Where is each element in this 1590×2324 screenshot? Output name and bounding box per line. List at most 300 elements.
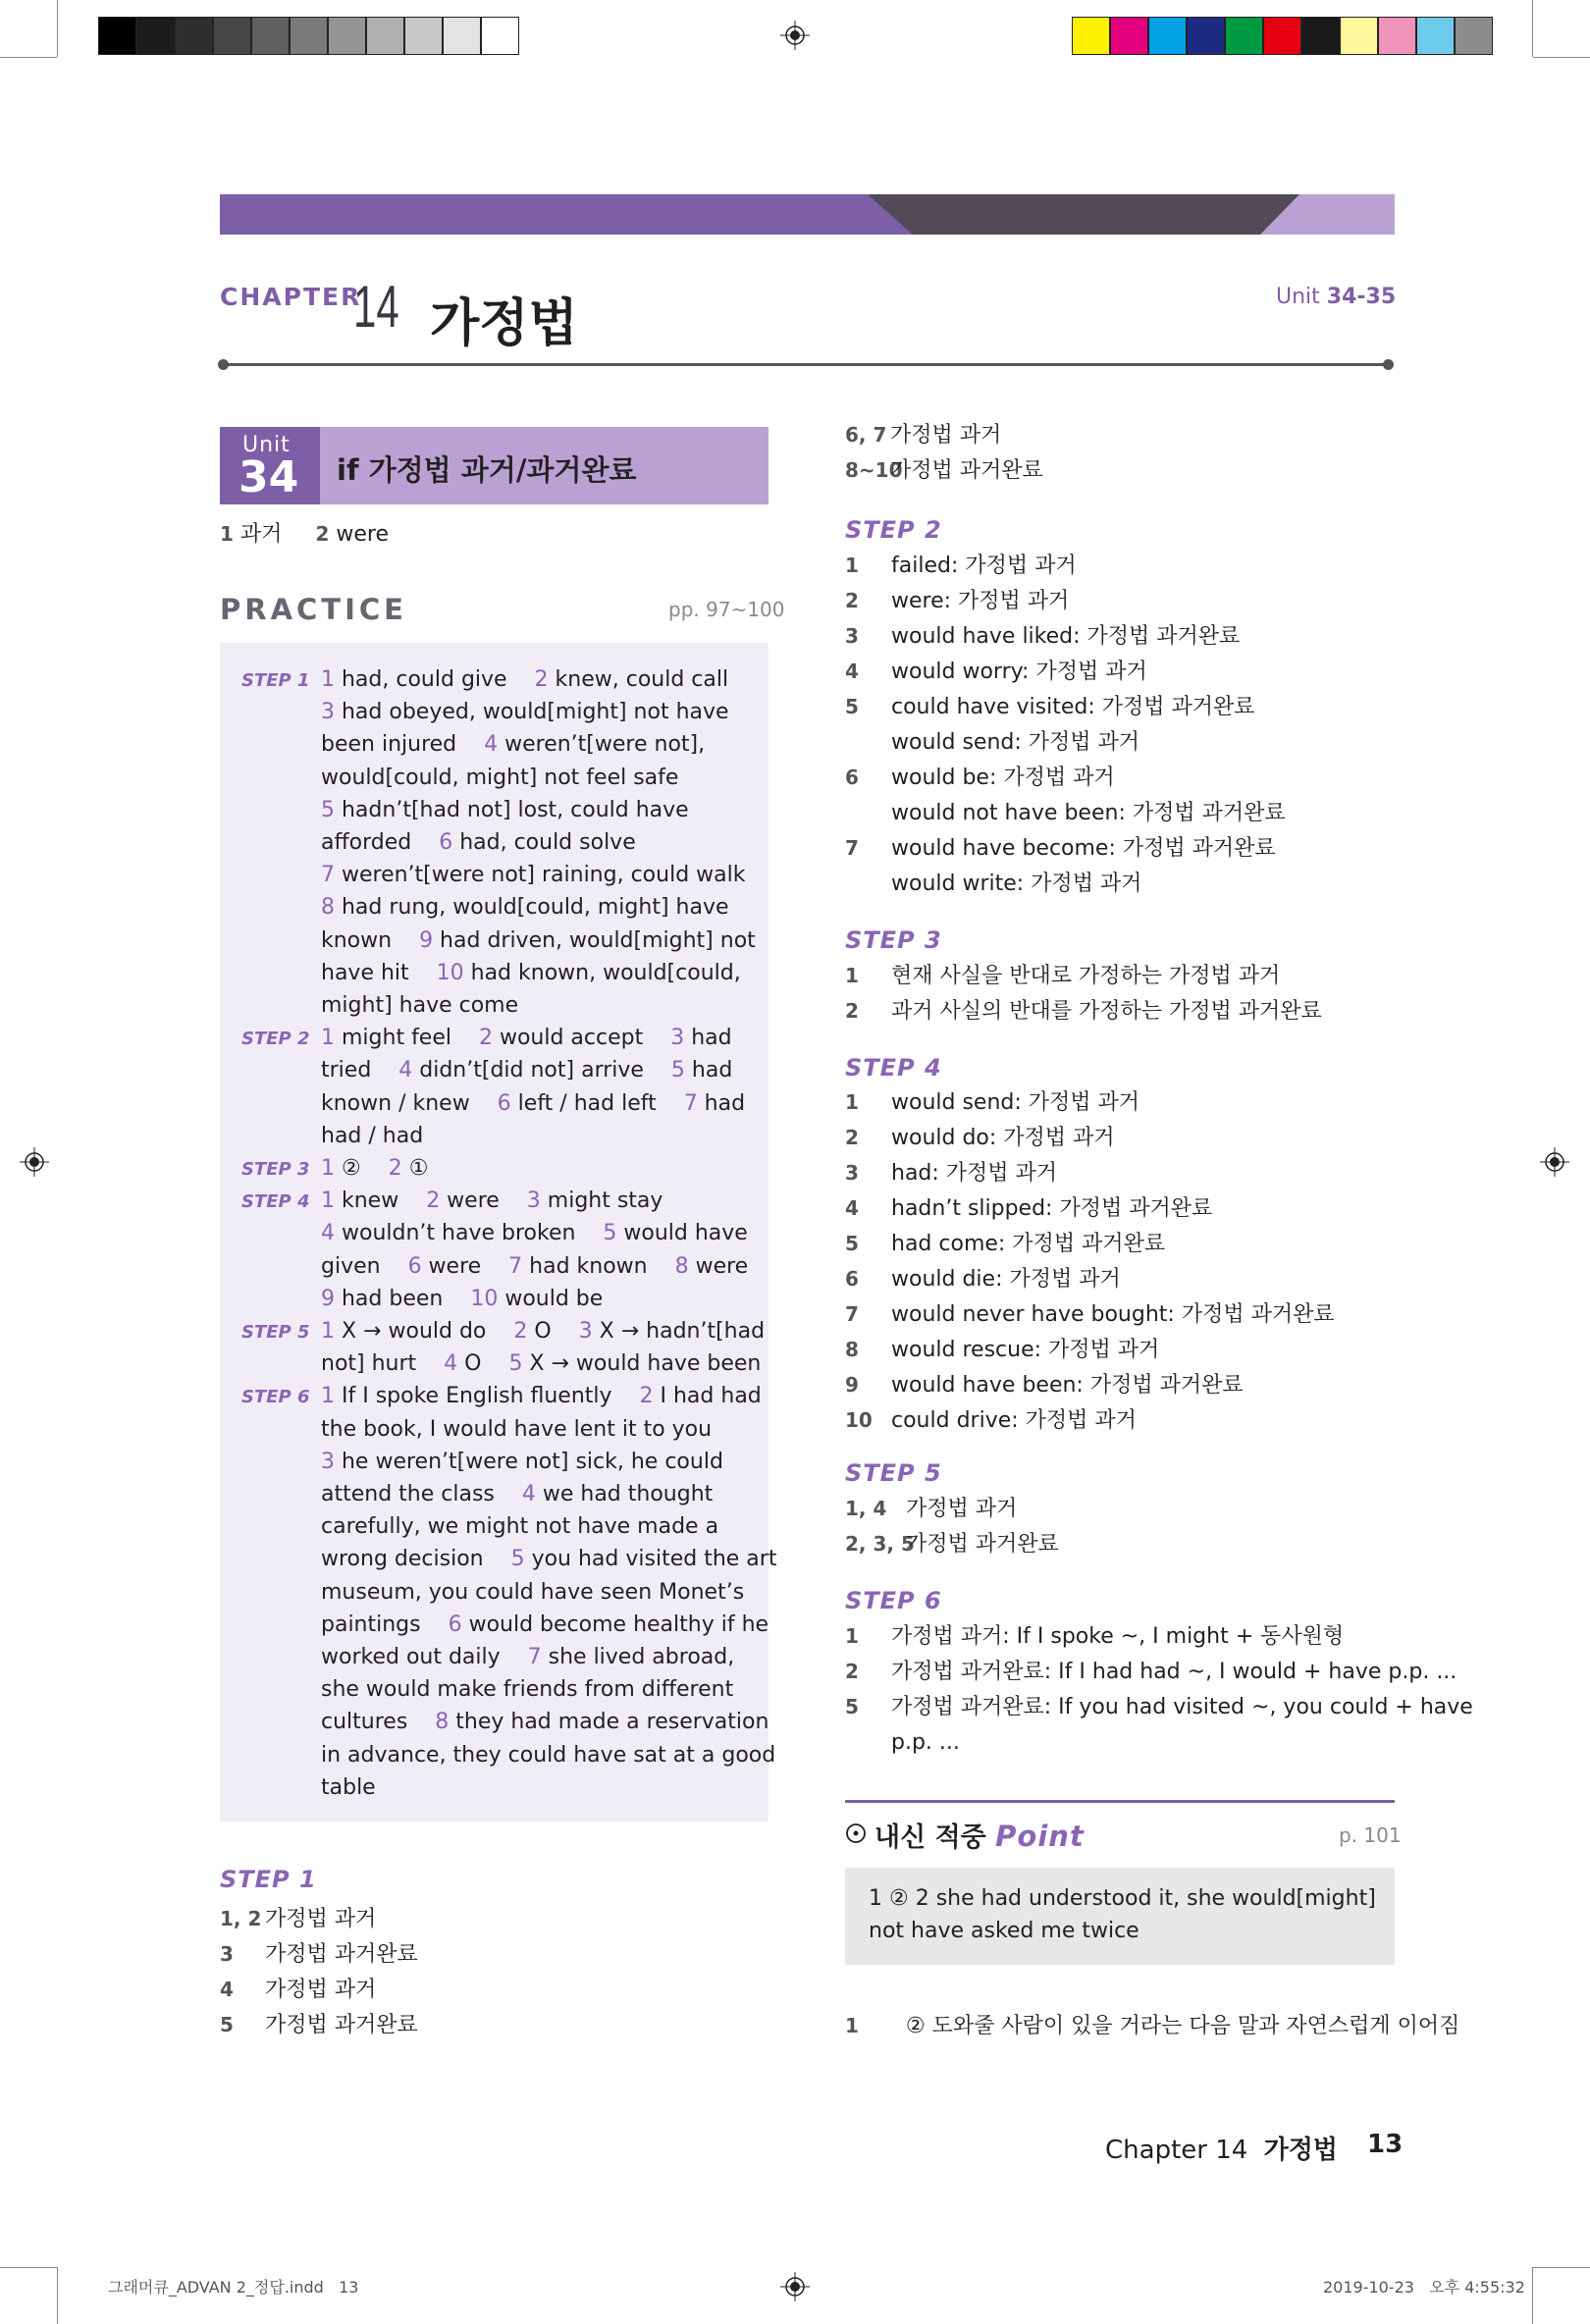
right-step4-item — [845, 1122, 1115, 1154]
answer-line — [321, 1120, 423, 1152]
answer-line — [321, 1152, 428, 1185]
point-note-num: 1 — [845, 2014, 859, 2037]
right-step2-item-text: would have liked: 가정법 과거완료 — [891, 624, 1241, 649]
right-step2-item-text: would send: 가정법 과거 — [891, 730, 1140, 755]
answer-line — [321, 1217, 748, 1249]
answer-line — [321, 1347, 761, 1380]
answer-item-text: he weren’t[were not] sick, he could — [335, 1449, 723, 1474]
right-step2-item-num: 3 — [845, 624, 859, 648]
right-step6-item — [845, 1726, 960, 1759]
right-step6-item-text: p.p. ... — [891, 1730, 960, 1755]
right-step5-title: STEP 5 — [845, 1459, 942, 1487]
answer-item-text: weren’t[were not], — [498, 732, 706, 758]
right-step3-item-text: 과거 사실의 반대를 가정하는 가정법 과거완료 — [891, 999, 1322, 1024]
answer-item-text: X → hadn’t[had — [592, 1319, 766, 1344]
intro-answer-1: 과거 — [239, 522, 283, 547]
gray-swatch — [98, 17, 136, 55]
answer-line — [321, 1087, 745, 1120]
point-title-en: Point — [995, 1820, 1085, 1853]
left-step1-item-text: 가정법 과거완료 — [265, 1942, 418, 1967]
chapter-number: 14 — [353, 274, 399, 340]
right-step2-item — [845, 585, 1069, 617]
rule-dot-left — [218, 359, 229, 370]
intro-answer-2: were — [336, 522, 389, 547]
right-step2-item-text: would not have been: 가정법 과거완료 — [891, 801, 1286, 825]
chapter-label: CHAPTER — [220, 283, 362, 311]
practice-pages: pp. 97~100 — [668, 598, 785, 621]
gray-swatch — [290, 17, 328, 55]
answer-line — [321, 1641, 734, 1673]
answer-item-text: left / had left — [510, 1090, 684, 1116]
answer-item-number: 2 — [534, 667, 549, 692]
gray-swatch — [251, 17, 290, 55]
process-swatch — [1148, 17, 1187, 55]
gray-swatch — [213, 17, 251, 55]
answer-item-text: didn’t[did not] arrive — [412, 1058, 671, 1083]
right-step3-item-num: 1 — [845, 964, 859, 987]
right-step2-item — [845, 620, 1240, 653]
process-swatch — [1225, 17, 1263, 55]
answer-item-text: the book, I would have lent it to you — [321, 1416, 713, 1442]
process-swatch — [1340, 17, 1378, 55]
right-step4-item — [845, 1298, 1335, 1331]
answer-line — [321, 1543, 776, 1575]
right-step2-item-text: failed: 가정법 과거 — [891, 554, 1077, 578]
crop-mark — [1533, 2267, 1590, 2268]
right-top-item-num: 8~10 — [845, 458, 903, 482]
right-step2-item — [845, 832, 1276, 865]
left-step1-title: STEP 1 — [220, 1866, 317, 1893]
right-step4-item-num: 4 — [845, 1196, 859, 1220]
process-swatch — [1263, 17, 1301, 55]
practice-title: PRACTICE — [220, 593, 407, 626]
right-step2-item-text: would worry: 가정법 과거 — [891, 660, 1147, 684]
answer-line — [321, 728, 705, 761]
right-step5-item-text: 가정법 과거 — [906, 1497, 1018, 1521]
point-answer-line1: 1 ② 2 she had understood it, she would[might] — [869, 1886, 1376, 1911]
answer-item-number: 10 — [436, 960, 464, 985]
answer-line — [321, 924, 756, 957]
answer-item-number: 7 — [527, 1645, 542, 1669]
intro-num-1: 1 — [220, 522, 234, 546]
answer-line — [321, 794, 689, 826]
crop-mark — [57, 0, 58, 57]
answer-item-text: you had visited the art — [524, 1547, 777, 1572]
answer-item-text: X → would have been — [522, 1351, 762, 1377]
answer-item-text: weren’t[were not] raining, could walk — [335, 863, 746, 888]
process-swatch — [1072, 17, 1110, 55]
right-step6-item-text: 가정법 과거: If I spoke ~, I might + 동사원형 — [891, 1624, 1345, 1649]
answer-item-text: had known, would[could, — [463, 960, 741, 985]
right-step4-item — [845, 1157, 1057, 1189]
answer-item-number: 1 — [321, 1319, 335, 1344]
answer-item-text: had — [684, 1026, 732, 1051]
left-step1-item-text: 가정법 과거 — [265, 1907, 377, 1931]
answer-item-number: 6 — [497, 1090, 511, 1116]
crop-mark — [0, 57, 57, 58]
right-step4-item-text: hadn’t slipped: 가정법 과거완료 — [891, 1196, 1213, 1221]
right-step5-item-text: 가정법 과거완료 — [906, 1532, 1059, 1557]
process-swatch — [1416, 17, 1455, 55]
answer-step-label: STEP 5 — [241, 1322, 310, 1343]
answer-item-text: they had made a reservation — [449, 1710, 769, 1735]
right-step4-item-text: would rescue: 가정법 과거 — [891, 1338, 1160, 1362]
answer-item-number: 4 — [521, 1482, 536, 1506]
answer-item-text: were — [421, 1253, 509, 1279]
answer-item-text: table — [321, 1774, 376, 1800]
right-step4-item-num: 1 — [845, 1090, 859, 1114]
point-title — [874, 1816, 1085, 1854]
answer-line — [321, 1673, 733, 1706]
answer-step-label: STEP 2 — [241, 1029, 310, 1050]
right-step4-item — [845, 1192, 1212, 1225]
registration-mark-icon — [20, 1147, 49, 1177]
right-step4-item-text: would have been: 가정법 과거완료 — [891, 1373, 1244, 1398]
left-step1-item — [220, 2009, 418, 2041]
answer-item-number: 3 — [321, 1449, 335, 1474]
answer-item-number: 5 — [510, 1547, 525, 1572]
right-step2-item-text: would be: 가정법 과거 — [891, 766, 1115, 790]
right-step3-item — [845, 995, 1322, 1028]
answer-line — [321, 891, 729, 924]
gray-swatch — [366, 17, 404, 55]
answer-item-number: 5 — [603, 1221, 617, 1246]
right-step3-title: STEP 3 — [845, 926, 942, 954]
right-step2-item-num: 2 — [845, 589, 859, 612]
right-top-item — [845, 454, 1043, 487]
right-step2-item-text: were: 가정법 과거 — [891, 589, 1070, 613]
point-answer-line2: not have asked me twice — [869, 1919, 1140, 1943]
right-step4-item-num: 9 — [845, 1373, 859, 1397]
answer-item-text: had — [684, 1058, 733, 1083]
answer-item-text: been injured — [321, 732, 485, 758]
answer-item-text: worked out daily — [321, 1645, 528, 1669]
right-step4-item-num: 7 — [845, 1302, 859, 1326]
right-step2-item — [845, 762, 1115, 794]
answer-item-number: 6 — [439, 830, 453, 855]
unit-number: 34 — [238, 452, 299, 502]
point-note — [845, 2010, 1459, 2042]
answer-line — [321, 762, 678, 794]
answer-item-text: had, could give — [335, 667, 535, 692]
answer-line — [321, 696, 729, 728]
right-step4-item-text: could drive: 가정법 과거 — [891, 1408, 1137, 1433]
left-step1-item-num: 1, 2 — [220, 1907, 262, 1930]
answer-item-text: had been — [335, 1286, 471, 1311]
answer-item-number: 1 — [321, 1156, 335, 1181]
answer-item-number: 1 — [321, 1026, 335, 1051]
answer-item-text: known / knew — [321, 1090, 498, 1116]
answer-item-number: 7 — [321, 863, 335, 888]
point-title-kr: 내신 적중 — [874, 1822, 986, 1853]
right-step2-item — [845, 550, 1077, 582]
answer-item-number: 9 — [321, 1286, 335, 1311]
answer-item-number: 4 — [398, 1058, 413, 1083]
right-top-item-text: 가정법 과거 — [890, 423, 1002, 448]
answer-line — [321, 957, 741, 989]
answer-item-text: were — [440, 1188, 527, 1214]
registration-mark-icon — [780, 21, 810, 50]
answer-item-text: had — [697, 1090, 746, 1116]
crop-mark — [57, 2267, 58, 2324]
right-step6-item-text: 가정법 과거완료: If I had had ~, I would + have p.p. ... — [891, 1660, 1458, 1684]
right-step5-item — [845, 1493, 1017, 1525]
crop-mark — [0, 2267, 57, 2268]
right-step6-item — [845, 1691, 1473, 1723]
right-step4-item-text: would do: 가정법 과거 — [891, 1126, 1115, 1150]
right-step2-item-text: could have visited: 가정법 과거완료 — [891, 695, 1255, 719]
right-step4-item-text: had: 가정법 과거 — [891, 1161, 1058, 1186]
right-step2-item — [845, 726, 1140, 759]
right-step4-item-num: 6 — [845, 1267, 859, 1291]
answer-item-number: 8 — [674, 1253, 689, 1279]
answer-item-number: 9 — [419, 927, 434, 953]
right-step4-title: STEP 4 — [845, 1054, 942, 1082]
right-step5-item-num: 2, 3, 5 — [845, 1532, 915, 1556]
answer-item-text: attend the class — [321, 1482, 522, 1506]
right-step4-item — [845, 1086, 1140, 1119]
rule-dot-right — [1383, 359, 1394, 370]
answer-line — [321, 1054, 732, 1086]
left-step1-item — [220, 1903, 376, 1935]
answer-item-text: in advance, they could have sat at a good — [321, 1742, 776, 1768]
right-step5-item-num: 1, 4 — [845, 1497, 887, 1520]
right-step6-item-text: 가정법 과거완료: If you had visited ~, you could + have — [891, 1695, 1473, 1719]
right-step4-item-num: 3 — [845, 1161, 859, 1185]
answer-item-text: O — [527, 1319, 579, 1344]
answer-line — [321, 1478, 713, 1510]
right-step2-item — [845, 656, 1147, 688]
right-step4-item-text: would never have bought: 가정법 과거완료 — [891, 1302, 1335, 1327]
answer-item-text: would[could, might] not feel safe — [321, 765, 679, 790]
answer-step-label: STEP 3 — [241, 1159, 310, 1180]
answer-line — [321, 1576, 744, 1609]
footer-chapter-label: Chapter 14 — [1105, 2136, 1248, 2165]
answer-item-text: would accept — [492, 1026, 671, 1051]
unit-title: if 가정법 과거/과거완료 — [337, 453, 637, 487]
right-step4-item — [845, 1263, 1121, 1295]
right-step3-item-text: 현재 사실을 반대로 가정하는 가정법 과거 — [891, 964, 1281, 988]
answer-item-number: 1 — [321, 1188, 335, 1214]
answer-item-number: 3 — [578, 1319, 593, 1344]
answer-item-text: known — [321, 927, 420, 953]
left-step1-item-text: 가정법 과거완료 — [265, 2013, 418, 2037]
answer-item-text: ② — [335, 1156, 389, 1181]
right-step4-item-text: would die: 가정법 과거 — [891, 1267, 1121, 1292]
answer-line — [321, 1510, 718, 1543]
answer-item-text: we had thought — [535, 1482, 714, 1506]
point-page: p. 101 — [1339, 1823, 1402, 1847]
right-step4-item — [845, 1334, 1159, 1366]
answer-line — [321, 1022, 732, 1054]
right-step2-item-num: 5 — [845, 695, 859, 718]
point-note-text: ② 도와줄 사람이 있을 거라는 다음 말과 자연스럽게 이어짐 — [905, 2014, 1460, 2038]
right-step2-item-num: 4 — [845, 660, 859, 683]
process-swatch — [1378, 17, 1416, 55]
gray-swatch — [481, 17, 519, 55]
crop-mark — [1532, 2267, 1533, 2324]
answer-item-text: cultures — [321, 1710, 436, 1735]
right-top-item-num: 6, 7 — [845, 423, 887, 447]
gray-swatch — [404, 17, 443, 55]
right-top-item — [845, 419, 1001, 451]
right-step2-item — [845, 797, 1286, 829]
chapter-title: 가정법 — [430, 294, 578, 353]
target-icon — [845, 1822, 867, 1844]
registration-mark-icon — [780, 2272, 810, 2301]
right-step4-item-text: had come: 가정법 과거완료 — [891, 1232, 1166, 1256]
answer-line — [321, 663, 728, 696]
right-step2-title: STEP 2 — [845, 516, 942, 544]
answer-item-text: have hit — [321, 960, 437, 985]
intro-num-2: 2 — [315, 522, 330, 546]
answer-line — [321, 826, 636, 859]
answer-item-number: 2 — [388, 1156, 402, 1181]
answer-item-text: had obeyed, would[might] not have — [335, 700, 729, 725]
footer-chapter — [1105, 2130, 1338, 2166]
page-number: 13 — [1367, 2130, 1404, 2159]
answer-item-number: 8 — [435, 1710, 450, 1735]
answer-item-text: knew, could call — [548, 667, 729, 692]
answer-step-label: STEP 4 — [241, 1191, 310, 1213]
answer-item-text: might] have come — [321, 993, 519, 1018]
gray-swatch — [136, 17, 175, 55]
right-step4-item-num: 5 — [845, 1232, 859, 1255]
answer-item-text: museum, you could have seen Monet’s — [321, 1579, 745, 1605]
right-step3-item-num: 2 — [845, 999, 859, 1023]
answer-item-number: 4 — [321, 1221, 335, 1246]
right-step5-item — [845, 1528, 1059, 1560]
answer-item-text: not] hurt — [321, 1351, 445, 1377]
answer-item-text: would have — [616, 1221, 748, 1246]
answer-line — [321, 1771, 376, 1804]
answer-step-label: STEP 6 — [241, 1387, 310, 1408]
right-step6-item — [845, 1656, 1457, 1688]
right-step4-item-num: 2 — [845, 1126, 859, 1149]
answer-item-text: I had had — [653, 1384, 762, 1409]
answer-item-number: 2 — [639, 1384, 654, 1409]
answer-item-number: 7 — [683, 1090, 698, 1116]
answer-item-number: 3 — [526, 1188, 541, 1214]
left-step1-item-num: 5 — [220, 2013, 234, 2036]
left-step1-item-num: 3 — [220, 1942, 234, 1966]
answer-item-number: 5 — [321, 797, 335, 822]
answer-item-text: paintings — [321, 1611, 449, 1637]
right-step2-item-num: 1 — [845, 554, 859, 577]
footer-chapter-title: 가정법 — [1263, 2136, 1338, 2165]
answer-item-text: knew — [335, 1188, 427, 1214]
right-top-item-text: 가정법 과거완료 — [890, 458, 1043, 483]
right-step4-item — [845, 1228, 1165, 1260]
gray-swatch — [175, 17, 213, 55]
right-step2-item-text: would write: 가정법 과거 — [891, 872, 1142, 896]
header-rule — [224, 363, 1388, 366]
right-step3-item — [845, 960, 1280, 992]
answer-item-text: she would make friends from different — [321, 1677, 734, 1703]
answer-item-number: 2 — [513, 1319, 528, 1344]
answer-line — [321, 859, 745, 891]
answer-line — [321, 989, 518, 1022]
answer-item-text: might stay — [540, 1188, 663, 1214]
answer-item-number: 1 — [321, 667, 335, 692]
left-step1-item — [220, 1938, 418, 1971]
answer-item-number: 6 — [448, 1611, 462, 1637]
right-step6-item-num: 1 — [845, 1624, 859, 1648]
unit-range-value: 34-35 — [1326, 285, 1397, 309]
answer-item-number: 1 — [321, 1384, 335, 1409]
crop-mark — [1532, 0, 1533, 57]
crop-mark — [1533, 57, 1590, 58]
answer-line — [321, 1185, 662, 1217]
print-date-info: 2019-10-23 오후 4:55:32 — [1323, 2278, 1525, 2297]
right-step6-item — [845, 1620, 1344, 1653]
answer-item-number: 5 — [670, 1058, 685, 1083]
right-step2-item — [845, 691, 1255, 723]
right-step2-item-num: 7 — [845, 836, 859, 860]
answer-item-text: X → would do — [335, 1319, 514, 1344]
answer-line — [321, 1380, 762, 1412]
answer-line — [321, 1315, 765, 1347]
right-step4-item-num: 8 — [845, 1338, 859, 1361]
answer-line — [321, 1250, 748, 1283]
process-swatch — [1455, 17, 1493, 55]
unit-range — [1276, 285, 1396, 309]
answer-step-label: STEP 1 — [241, 670, 310, 691]
intro-answers — [220, 518, 389, 551]
answer-item-text: afforded — [321, 830, 440, 855]
left-step1-item — [220, 1974, 376, 2006]
answer-item-number: 10 — [470, 1286, 499, 1311]
right-step4-item-num: 10 — [845, 1408, 873, 1432]
gray-swatch — [328, 17, 366, 55]
right-step4-item-text: would send: 가정법 과거 — [891, 1090, 1140, 1115]
answer-item-text: had rung, would[could, might] have — [335, 895, 729, 921]
answer-item-text: If I spoke English fluently — [335, 1384, 640, 1409]
right-step6-item-num: 5 — [845, 1695, 859, 1718]
answer-item-text: might feel — [335, 1026, 479, 1051]
right-step2-item — [845, 868, 1141, 900]
answer-item-text: were — [688, 1253, 749, 1279]
left-step1-item-text: 가정법 과거 — [265, 1978, 377, 2002]
answer-item-number: 4 — [444, 1351, 458, 1377]
right-step4-item — [845, 1404, 1137, 1437]
answer-item-text: would be — [498, 1286, 604, 1311]
unit-range-label: Unit — [1276, 285, 1320, 309]
process-swatch — [1110, 17, 1148, 55]
answer-item-number: 4 — [484, 732, 499, 758]
answer-line — [321, 1283, 603, 1315]
chapter-header-band — [220, 194, 1395, 235]
registration-mark-icon — [1540, 1147, 1569, 1177]
answer-item-text: had known — [522, 1253, 675, 1279]
answer-item-number: 2 — [426, 1188, 441, 1214]
answer-item-text: hadn’t[had not] lost, could have — [335, 797, 689, 822]
answer-item-number: 5 — [508, 1351, 523, 1377]
answer-item-text: ① — [401, 1156, 429, 1181]
answer-item-text: O — [457, 1351, 509, 1377]
process-swatch — [1301, 17, 1340, 55]
point-rule — [845, 1800, 1395, 1803]
right-step4-item — [845, 1369, 1244, 1401]
process-swatch — [1187, 17, 1225, 55]
answer-item-text: she lived abroad, — [541, 1645, 735, 1669]
answer-item-text: wrong decision — [321, 1547, 511, 1572]
gray-swatch — [443, 17, 481, 55]
right-step2-item-text: would have become: 가정법 과거완료 — [891, 836, 1276, 861]
right-step6-title: STEP 6 — [845, 1587, 942, 1614]
right-step2-item-num: 6 — [845, 766, 859, 789]
answer-line — [321, 1706, 768, 1738]
